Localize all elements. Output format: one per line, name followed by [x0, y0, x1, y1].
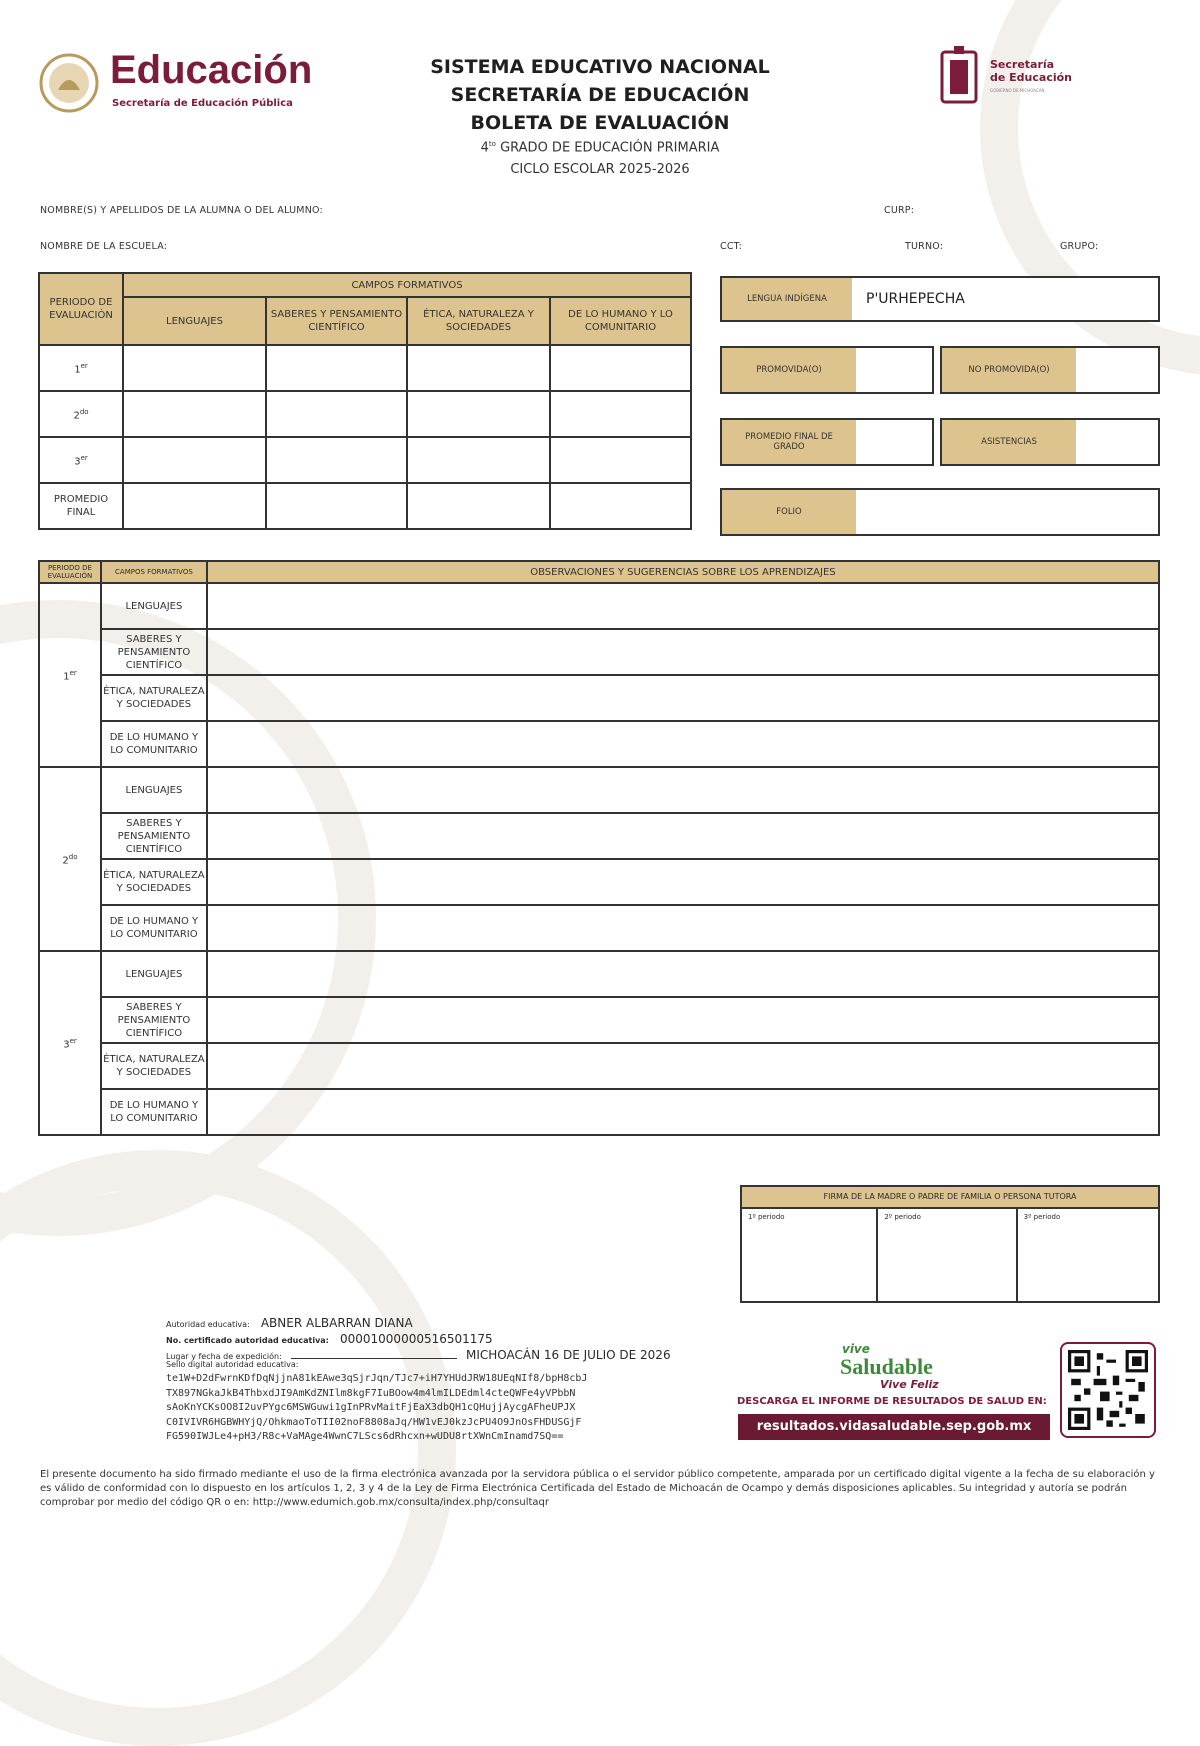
campos-header: CAMPOS FORMATIVOS [123, 273, 691, 297]
field-humano: DE LO HUMANO Y LO COMUNITARIO [101, 905, 207, 951]
observation-cell[interactable] [207, 1089, 1159, 1135]
grade-cell[interactable] [407, 483, 550, 529]
promovido-label: PROMOVIDA(O) [722, 348, 856, 392]
vive-feliz-text: Vive Feliz [880, 1378, 939, 1391]
field-etica: ÉTICA, NATURALEZA Y SOCIEDADES [101, 859, 207, 905]
grade-cell[interactable] [266, 345, 407, 391]
signature-cell-2[interactable] [877, 1208, 1016, 1302]
folio-box [720, 488, 1160, 536]
observation-cell[interactable] [207, 997, 1159, 1043]
curp-label: CURP: [884, 205, 915, 216]
national-seal-icon [38, 52, 100, 114]
title-boleta: BOLETA DE EVALUACIÓN [470, 112, 730, 134]
lugar-label: Lugar y fecha de expedición: [166, 1352, 282, 1361]
observation-cell[interactable] [207, 675, 1159, 721]
grade-cell[interactable] [123, 345, 266, 391]
promedio-box [720, 418, 934, 466]
col-etica: ÉTICA, NATURALEZA Y SOCIEDADES [407, 297, 550, 345]
obs-period-2 [39, 767, 101, 951]
period-sup: er [80, 453, 88, 462]
cct-label: CCT: [720, 241, 743, 252]
authority-block [166, 1312, 726, 1445]
observation-cell[interactable] [207, 629, 1159, 675]
col-humano: DE LO HUMANO Y LO COMUNITARIO [550, 297, 691, 345]
grade-cell[interactable] [407, 345, 550, 391]
cert-row [166, 1328, 726, 1344]
authority-label: Autoridad educativa: [166, 1320, 250, 1329]
col-lenguajes: LENGUAJES [123, 297, 266, 345]
lugar-row [166, 1344, 726, 1360]
cycle-line: CICLO ESCOLAR 2025-2026 [510, 162, 690, 177]
state-logo-line1: Secretaría [990, 58, 1055, 71]
student-name-label: NOMBRE(S) Y APELLIDOS DE LA ALUMNA O DEL ALUMNO: [40, 205, 323, 216]
field-lenguajes: LENGUAJES [101, 583, 207, 629]
grade-sup: to [488, 140, 496, 148]
grade-cell[interactable] [550, 483, 691, 529]
state-logo-line3: GOBIERNO DE MICHOACÁN [990, 88, 1045, 93]
field-saberes: SABERES Y PENSAMIENTO CIENTÍFICO [101, 629, 207, 675]
grade-number: 4 [480, 140, 489, 156]
grade-cell[interactable] [550, 391, 691, 437]
period-2-label [39, 391, 123, 437]
observation-cell[interactable] [207, 813, 1159, 859]
observation-cell[interactable] [207, 767, 1159, 813]
signature-period-2: 2º periodo [884, 1213, 921, 1221]
grade-cell[interactable] [123, 391, 266, 437]
asistencias-box [940, 418, 1160, 466]
field-etica: ÉTICA, NATURALEZA Y SOCIEDADES [101, 675, 207, 721]
title-secretaria: SECRETARÍA DE EDUCACIÓN [450, 84, 750, 106]
lugar-underline [291, 1358, 457, 1359]
grades-table [38, 272, 692, 530]
cert-value: 00001000000516501175 [339, 1332, 493, 1346]
period-num: 2 [62, 855, 69, 867]
period-sup: er [80, 361, 88, 370]
obs-period-3 [39, 951, 101, 1135]
grade-cell[interactable] [266, 483, 407, 529]
period-sup: do [68, 852, 78, 861]
saludable-text: Saludable [840, 1354, 933, 1379]
sello-line: te1W+D2dFwrnKDfDqNjjnA81kEAwe3qSjrJqn/TJc7+iH7YHUdJRW18UEqNIf8/bpH8cbJ [166, 1373, 588, 1384]
field-saberes: SABERES Y PENSAMIENTO CIENTÍFICO [101, 997, 207, 1043]
lengua-label: LENGUA INDÍGENA [722, 278, 852, 320]
state-logo [938, 46, 1088, 110]
logo-sub-text: Secretaría de Educación Pública [112, 98, 293, 109]
qr-code[interactable] [1060, 1342, 1156, 1438]
qr-code-icon [1068, 1350, 1148, 1430]
sello-line: FG590IWJLe4+pH3/R8c+VaMAge4WwnC7LScs6dRhcxn+wUDU8rtXWnCmInamd7SQ== [166, 1431, 564, 1442]
observation-cell[interactable] [207, 583, 1159, 629]
signature-cell-3[interactable] [1017, 1208, 1159, 1302]
sello-line: sAoKnYCKsOO8I2uvPYgc6MSWGuwi1gInPRvMaitFjEaX3dbQH1cQHujjAycgAFheUPJX [166, 1402, 576, 1413]
grade-cell[interactable] [407, 437, 550, 483]
period-header: PERIODO DE EVALUACIÓN [39, 273, 123, 345]
school-name-label: NOMBRE DE LA ESCUELA: [40, 241, 168, 252]
observations-table [38, 560, 1160, 1136]
download-health-text: DESCARGA EL INFORME DE RESULTADOS DE SALUD EN: [737, 1396, 1047, 1407]
sello-label: Sello digital autoridad educativa: [166, 1360, 299, 1369]
title-sistema: SISTEMA EDUCATIVO NACIONAL [430, 56, 770, 78]
signature-period-1: 1º periodo [748, 1213, 785, 1221]
grade-cell[interactable] [550, 437, 691, 483]
period-num: 3 [74, 456, 81, 468]
watermark-swirl [0, 1150, 456, 1746]
health-url-button[interactable]: resultados.vidasaludable.sep.gob.mx [738, 1414, 1050, 1440]
field-lenguajes: LENGUAJES [101, 767, 207, 813]
lengua-indigena-box [720, 276, 1160, 322]
final-average-label: PROMEDIO FINAL [39, 483, 123, 529]
authority-value: ABNER ALBARRAN DIANA [260, 1316, 413, 1330]
logo-main-text: Educación [110, 48, 313, 92]
period-num: 2 [73, 410, 80, 422]
sello-line: TX897NGkaJkB4ThbxdJI9AmKdZNIlm8kgF7IuBOow4m4lmILDEdml4cteQWFe4yVPbbN [166, 1387, 576, 1399]
obs-period-header: PERIODO DE EVALUACIÓN [39, 561, 101, 583]
no-promovido-box [940, 346, 1160, 394]
period-sup: er [69, 668, 77, 677]
observation-cell[interactable] [207, 859, 1159, 905]
lugar-value: MICHOACÁN 16 DE JULIO DE 2026 [465, 1348, 671, 1362]
period-sup: er [69, 1036, 77, 1045]
turno-label: TURNO: [905, 241, 944, 252]
period-num: 1 [63, 671, 70, 683]
grade-text: GRADO DE EDUCACIÓN PRIMARIA [495, 140, 720, 156]
lengua-value[interactable]: P'URHEPECHA [866, 291, 965, 307]
field-lenguajes: LENGUAJES [101, 951, 207, 997]
asistencias-label: ASISTENCIAS [942, 420, 1076, 464]
vive-saludable-logo [830, 1342, 960, 1394]
field-saberes: SABERES Y PENSAMIENTO CIENTÍFICO [101, 813, 207, 859]
grade-cell[interactable] [266, 437, 407, 483]
col-saberes: SABERES Y PENSAMIENTO CIENTÍFICO [266, 297, 407, 345]
observation-cell[interactable] [207, 905, 1159, 951]
grade-cell[interactable] [407, 391, 550, 437]
observation-cell[interactable] [207, 721, 1159, 767]
sello-line: C0IVIVR6HGBWHYjQ/OhkmaoToTII02noF8808aJq/HW1vEJ0kzJcPU4O9JnOsFHDUSGjF [166, 1416, 582, 1428]
signatures-table [740, 1185, 1160, 1303]
grupo-label: GRUPO: [1060, 241, 1099, 252]
period-num: 3 [63, 1039, 70, 1051]
period-sup: do [79, 407, 89, 416]
signatures-header: FIRMA DE LA MADRE O PADRE DE FAMILIA O PERSONA TUTORA [741, 1186, 1159, 1208]
observation-cell[interactable] [207, 1043, 1159, 1089]
period-num: 1 [74, 364, 81, 376]
grade-cell[interactable] [123, 437, 266, 483]
grade-cell[interactable] [123, 483, 266, 529]
promedio-label: PROMEDIO FINAL DE GRADO [722, 420, 856, 464]
authority-row [166, 1312, 726, 1328]
sep-logo [38, 48, 358, 116]
legal-text: El presente documento ha sido firmado mediante el uso de la firma electrónica avanzada por la servidora pública o el servidor público competente, amparada por un certificado digital vigente a la fecha de su elaboración y es válido de conformidad con lo dispuesto en los artículos 1, 2, 3 y 4 de la Ley de Firma Electrónica Certificada del Estado de Michoacán de Ocampo y demás disposiciones aplicables. Su integridad y autoría se podrán comprobar por medio del código QR o en: http://www.edumich.gob.mx/consulta/index.php/consultaqr [40, 1469, 1155, 1508]
observation-cell[interactable] [207, 951, 1159, 997]
field-humano: DE LO HUMANO Y LO COMUNITARIO [101, 1089, 207, 1135]
field-etica: ÉTICA, NATURALEZA Y SOCIEDADES [101, 1043, 207, 1089]
signature-cell-1[interactable] [741, 1208, 877, 1302]
signature-period-3: 3º periodo [1023, 1213, 1061, 1221]
grade-line [350, 140, 850, 155]
folio-label: FOLIO [722, 490, 856, 534]
promovido-box [720, 346, 934, 394]
period-1-label [39, 345, 123, 391]
obs-period-1 [39, 583, 101, 767]
field-humano: DE LO HUMANO Y LO COMUNITARIO [101, 721, 207, 767]
no-promovido-label: NO PROMOVIDA(O) [942, 348, 1076, 392]
cert-label: No. certificado autoridad educativa: [166, 1336, 329, 1345]
obs-main-header: OBSERVACIONES Y SUGERENCIAS SOBRE LOS APRENDIZAJES [207, 561, 1159, 583]
obs-campos-header: CAMPOS FORMATIVOS [101, 561, 207, 583]
michoacan-shield-icon [938, 46, 980, 108]
grade-cell[interactable] [550, 345, 691, 391]
state-logo-line2: de Educación [990, 71, 1073, 84]
grade-cell[interactable] [266, 391, 407, 437]
period-3-label [39, 437, 123, 483]
vive-text: vive [842, 1342, 870, 1356]
